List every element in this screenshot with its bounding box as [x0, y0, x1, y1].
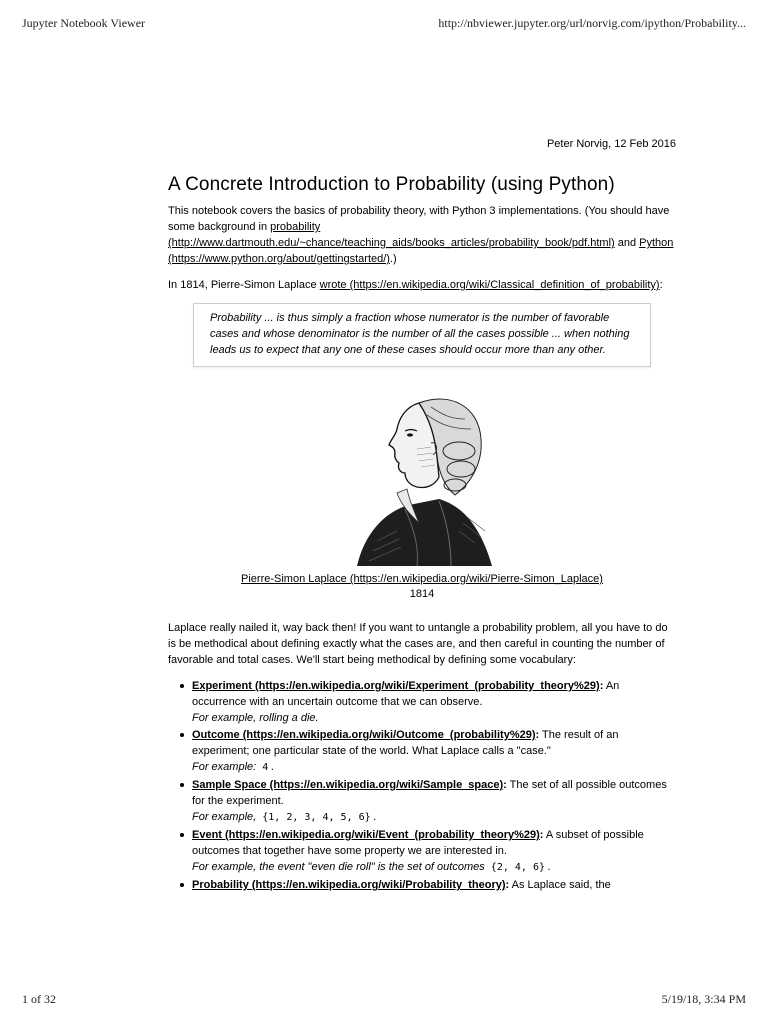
- print-datetime: 5/19/18, 3:34 PM: [661, 992, 746, 1006]
- portrait-caption: [168, 572, 676, 602]
- list-item: [192, 678, 676, 726]
- vocab-example-end: .: [373, 811, 377, 823]
- bullet-icon: [180, 883, 184, 887]
- vocab-definition: As Laplace said, the: [509, 879, 611, 891]
- vocab-separator: :: [505, 879, 510, 891]
- vocab-definition: An occurrence with an uncertain outcome that we can observe.: [192, 680, 620, 708]
- page-title: A Concrete Introduction to Probability (using Python): [168, 174, 615, 195]
- vocab-example: [192, 710, 676, 726]
- print-header: [22, 16, 746, 34]
- notebook-content: [168, 136, 676, 960]
- laplace-portrait: [347, 381, 497, 566]
- vocab-definition: The set of all possible outcomes for the experiment.: [192, 779, 667, 807]
- laplace-wiki-link[interactable]: Pierre-Simon Laplace (https://en.wikipedia.org/wiki/Pierre-Simon_Laplace): [241, 573, 603, 585]
- vocab-term-link[interactable]: Probability (https://en.wikipedia.org/wiki/Probability_theory): [192, 879, 506, 891]
- vocab-separator: :: [503, 779, 507, 791]
- vocab-example-text: For example:: [192, 761, 260, 773]
- intro-text-3: .): [389, 253, 397, 265]
- vocab-example: [192, 759, 676, 776]
- vocab-example-code: {1, 2, 3, 4, 5, 6}: [262, 812, 371, 823]
- vocab-term-link[interactable]: Experiment (https://en.wikipedia.org/wiki/Experiment_(probability_theory%29): [192, 680, 600, 692]
- vocab-definition: A subset of possible outcomes that together have some property we are interested in.: [192, 829, 644, 857]
- page-number: 1 of 32: [22, 992, 56, 1006]
- laplace-quote: Probability ... is thus simply a fraction whose numerator is the number of favorable cases and whose denominator is the number of all the cases possible ... when nothing leads us to expect that any one of these cases should occur more than any other.: [193, 303, 651, 367]
- wrote-link[interactable]: wrote (https://en.wikipedia.org/wiki/Classical_definition_of_probability): [319, 279, 660, 291]
- python-link[interactable]: Python (https://www.python.org/about/gettingstarted/): [168, 237, 674, 265]
- vocab-example-text: For example,: [192, 811, 260, 823]
- caption-year: 1814: [409, 588, 435, 600]
- bullet-icon: [180, 783, 184, 787]
- vocab-term-link[interactable]: Outcome (https://en.wikipedia.org/wiki/Outcome_(probability%29): [192, 729, 536, 741]
- vocab-example-code: 4: [262, 762, 269, 773]
- vocab-example-text: For example, the event "even die roll" is the set of outcomes: [192, 861, 488, 873]
- page-header-title: Jupyter Notebook Viewer: [22, 16, 146, 30]
- vocab-term-link[interactable]: Sample Space (https://en.wikipedia.org/wiki/Sample_space): [192, 779, 504, 791]
- intro-text-1: This notebook covers the basics of probability theory, with Python 3 implementations. (You should have some background in: [168, 205, 670, 233]
- vocab-example-code: {2, 4, 6}: [490, 862, 545, 873]
- vocab-example-end: .: [547, 861, 552, 873]
- vocab-separator: :: [539, 829, 544, 841]
- vocab-example-end: .: [271, 761, 275, 773]
- intro-text-2: and: [614, 237, 640, 249]
- vocabulary-list: [168, 678, 676, 893]
- bullet-icon: [180, 833, 184, 837]
- laplace-intro-text-1: In 1814, Pierre-Simon Laplace: [168, 279, 320, 291]
- laplace-intro-text-2: :: [659, 279, 663, 291]
- author-line: Peter Norvig, 12 Feb 2016: [546, 138, 676, 150]
- vocab-term-link[interactable]: Event (https://en.wikipedia.org/wiki/Event_(probability_theory%29): [192, 829, 540, 841]
- vocab-definition: The result of an experiment; one particular state of the world. What Laplace calls a "case.": [192, 729, 619, 757]
- probability-link[interactable]: probability (http://www.dartmouth.edu/~chance/teaching_aids/books_articles/probability_book/pdf.html): [168, 221, 615, 249]
- vocab-example: [192, 809, 676, 826]
- laplace-intro-paragraph: [168, 277, 676, 293]
- list-item: [192, 827, 676, 876]
- list-item: [192, 727, 676, 776]
- page-header-url: http://nbviewer.jupyter.org/url/norvig.com/ipython/Probability...: [438, 16, 746, 30]
- vocab-separator: :: [599, 680, 604, 692]
- list-item: [192, 777, 676, 826]
- print-footer: [22, 992, 746, 1010]
- list-item: [192, 877, 676, 893]
- intro-paragraph: [168, 203, 676, 267]
- bullet-icon: [180, 733, 184, 737]
- vocab-separator: :: [535, 729, 540, 741]
- vocab-example-text: For example, rolling a die.: [192, 712, 319, 724]
- vocab-example: [192, 859, 676, 876]
- methodical-paragraph: Laplace really nailed it, way back then! If you want to untangle a probability problem, all you have to do is be methodical about defining exactly what the cases are, and then careful in counting the number of favorable and total cases. We'll start being methodical by defining some vocabulary:: [168, 622, 668, 666]
- portrait-container: [168, 381, 676, 566]
- bullet-icon: [180, 684, 184, 688]
